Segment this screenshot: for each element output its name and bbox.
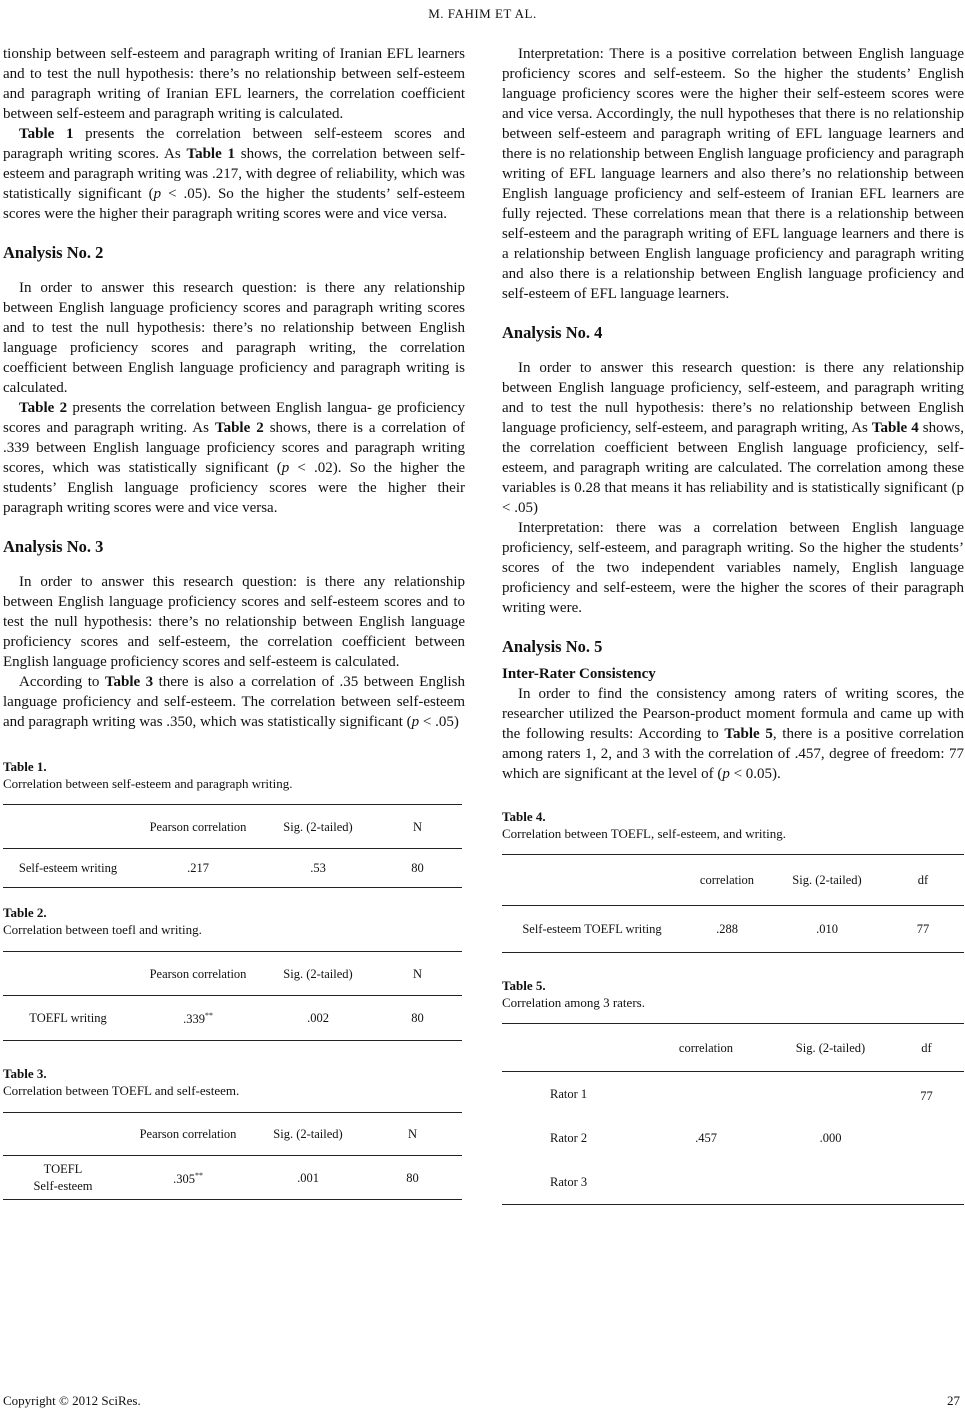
paragraph: Interpretation: there was a correlation between English language proficiency, self-esteem, and paragraph writing. So the higher the students’ scores of the two independent variables namely, English language proficiency and self-esteem, were the higher the scores of their paragraph writing were. — [502, 520, 964, 616]
subsection-heading: Inter-Rater Consistency — [502, 666, 656, 682]
paragraph: In order to answer this research question: is there any relationship between English language proficiency, self-esteem, and paragraph writing and to test the null hypothesis: there’s no relationship between English language proficiency, self-esteem, and paragraph writing, As Table 4 shows, the correlation coefficient between English language proficiency, self-esteem, and paragraph writing are calculated. The correlation among these variables is 0.28 that means it has reliability and is statistically significant (p < .05) — [502, 360, 964, 516]
table-row: TOEFL writing .339** .002 80 — [3, 996, 462, 1041]
table-caption: Correlation between self-esteem and paragraph writing. — [3, 776, 293, 791]
table-row: Rator 1 Rator 2 Rator 3 .457 .000 77 — [502, 1072, 964, 1205]
paragraph: tionship between self-esteem and paragraph writing of Iranian EFL learners and to test the null hypothesis: there’s no relationship between self-esteem and paragraph writing of Iranian EFL learners, the correlation coefficient between self-esteem and paragraph writing is calculated. — [3, 46, 465, 122]
rater-label: Rator 1 — [550, 1087, 588, 1101]
table-2 — [3, 904, 465, 1041]
rater-label: Rator 2 — [550, 1131, 588, 1145]
section-heading: Analysis No. 5 — [502, 637, 603, 656]
table-header: Pearson correlation — [149, 819, 247, 834]
paragraph: In order to answer this research question: is there any relationship between English language proficiency scores and self-esteem scores and to test the null hypothesis: there’s no relationship between English language proficiency scores and self-esteem, the correlation coefficient between English language proficiency scores and self-esteem is calculated. — [3, 574, 465, 670]
table-header: N — [412, 819, 423, 834]
table-ref[interactable]: Table 2 — [19, 400, 68, 416]
section-heading: Analysis No. 4 — [502, 323, 603, 342]
paragraph: In order to answer this research question: is there any relationship between English language proficiency scores and paragraph writing scores and to test the null hypothesis: there’s no relationship between English language proficiency scores and paragraph writing, the correlation coefficient between English language proficiency and paragraph writing is calculated. — [3, 280, 465, 396]
table-label: Table 4. — [502, 809, 546, 824]
table-caption: Correlation between toefl and writing. — [3, 922, 202, 937]
table-caption: Correlation between TOEFL, self-esteem, and writing. — [502, 826, 787, 841]
paragraph: According to Table 3 there is also a correlation of .35 between English language proficiency and self-esteem. The correlation between self-esteem and paragraph writing was .350, which was statistically significant (p < .05) — [3, 674, 466, 730]
table-label: Table 2. — [3, 905, 47, 920]
paragraph: In order to find the consistency among raters of writing scores, the researcher utilized the Pearson-product moment formula and came up with the following results: According to Table 5, there is a positive correlation among raters 1, 2, and 3 with the correlation of .457, degree of freedom: 77 which are significant at the level of (p < 0.05). — [502, 686, 965, 782]
table-ref[interactable]: Table 1 — [186, 146, 235, 162]
table-4 — [502, 808, 964, 953]
table-row: Self-esteem writing .217 .53 80 — [3, 849, 462, 888]
table-caption: Correlation between TOEFL and self-esteem. — [3, 1083, 240, 1098]
page-number: 27 — [947, 1393, 960, 1408]
rater-label: Rator 3 — [550, 1175, 588, 1189]
table-row: TOEFL Self-esteem .305** .001 80 — [3, 1156, 462, 1200]
table-ref[interactable]: Table 1 — [19, 126, 74, 142]
table-ref[interactable]: Table 2 — [214, 420, 264, 436]
table-header: Sig. (2-tailed) — [792, 873, 862, 887]
table-header: correlation — [678, 1040, 734, 1055]
table-header: N — [407, 1127, 418, 1141]
paragraph: Table 2 presents the correlation between English langua- ge proficiency scores and paragraph writing. As Table 2 shows, there is a correlation of .339 between English language proficiency scores and paragraph writing scores, which was statistically significant (p < .02). So the higher the students’ English language proficiency scores were the higher their paragraph writing scores were and vice versa. — [3, 400, 466, 516]
right-column — [502, 44, 964, 1205]
table-header: df — [917, 873, 929, 887]
section-heading: Analysis No. 3 — [3, 537, 104, 556]
table-header: Sig. (2-tailed) — [283, 819, 353, 834]
table-header: N — [412, 966, 423, 981]
running-header: M. FAHIM ET AL. — [428, 6, 537, 21]
table-header: Pearson correlation — [149, 966, 247, 981]
table-header: df — [921, 1040, 932, 1055]
left-column — [3, 44, 465, 1200]
table-5 — [502, 977, 964, 1205]
section-heading: Analysis No. 2 — [3, 243, 104, 262]
table-ref[interactable]: Table 3 — [104, 674, 154, 690]
copyright: Copyright © 2012 SciRes. — [3, 1393, 141, 1408]
table-label: Table 3. — [3, 1066, 47, 1081]
paragraph: Table 1 presents the correlation between self-esteem scores and paragraph writing scores. As Table 1 shows, the correlation between self-esteem and paragraph writing was .217, with degree of reliability, which was statistically significant (p < .05). So the higher the students’ self-esteem scores were the higher their paragraph writing scores were and vice versa. — [3, 126, 466, 222]
table-label: Table 5. — [502, 978, 546, 993]
table-3 — [3, 1065, 465, 1200]
table-row: Self-esteem TOEFL writing .288 .010 77 — [502, 906, 964, 953]
table-label: Table 1. — [3, 759, 47, 774]
paragraph: Interpretation: There is a positive correlation between English language proficiency scores and self-esteem. So the higher the students’ English language proficiency scores were the higher their self-esteem scores were and vice versa. Accordingly, the null hypotheses that there is no relationship between self-esteem and paragraph writing of EFL language learners and there is no relationship between English language proficiency and paragraph writing of EFL language learners and also there’s no relationship between English language proficiency and self-esteem of Iranian EFL learners are fully rejected. These correlations mean that there is a relationship between self-esteem and the paragraph writing of EFL language learners and there is a relationship between English language proficiency and paragraph writing and also there is a relationship between English language proficiency and self-esteem of EFL language learners. — [502, 46, 964, 302]
table-header: correlation — [699, 873, 755, 887]
table-1 — [3, 758, 465, 888]
table-header: Pearson correlation — [139, 1127, 237, 1141]
table-ref[interactable]: Table 5 — [724, 726, 773, 742]
table-ref[interactable]: Table 4 — [871, 420, 919, 436]
table-header: Sig. (2-tailed) — [273, 1127, 343, 1141]
table-header: Sig. (2-tailed) — [283, 966, 353, 981]
table-header: Sig. (2-tailed) — [795, 1040, 866, 1055]
table-caption: Correlation among 3 raters. — [502, 995, 645, 1010]
